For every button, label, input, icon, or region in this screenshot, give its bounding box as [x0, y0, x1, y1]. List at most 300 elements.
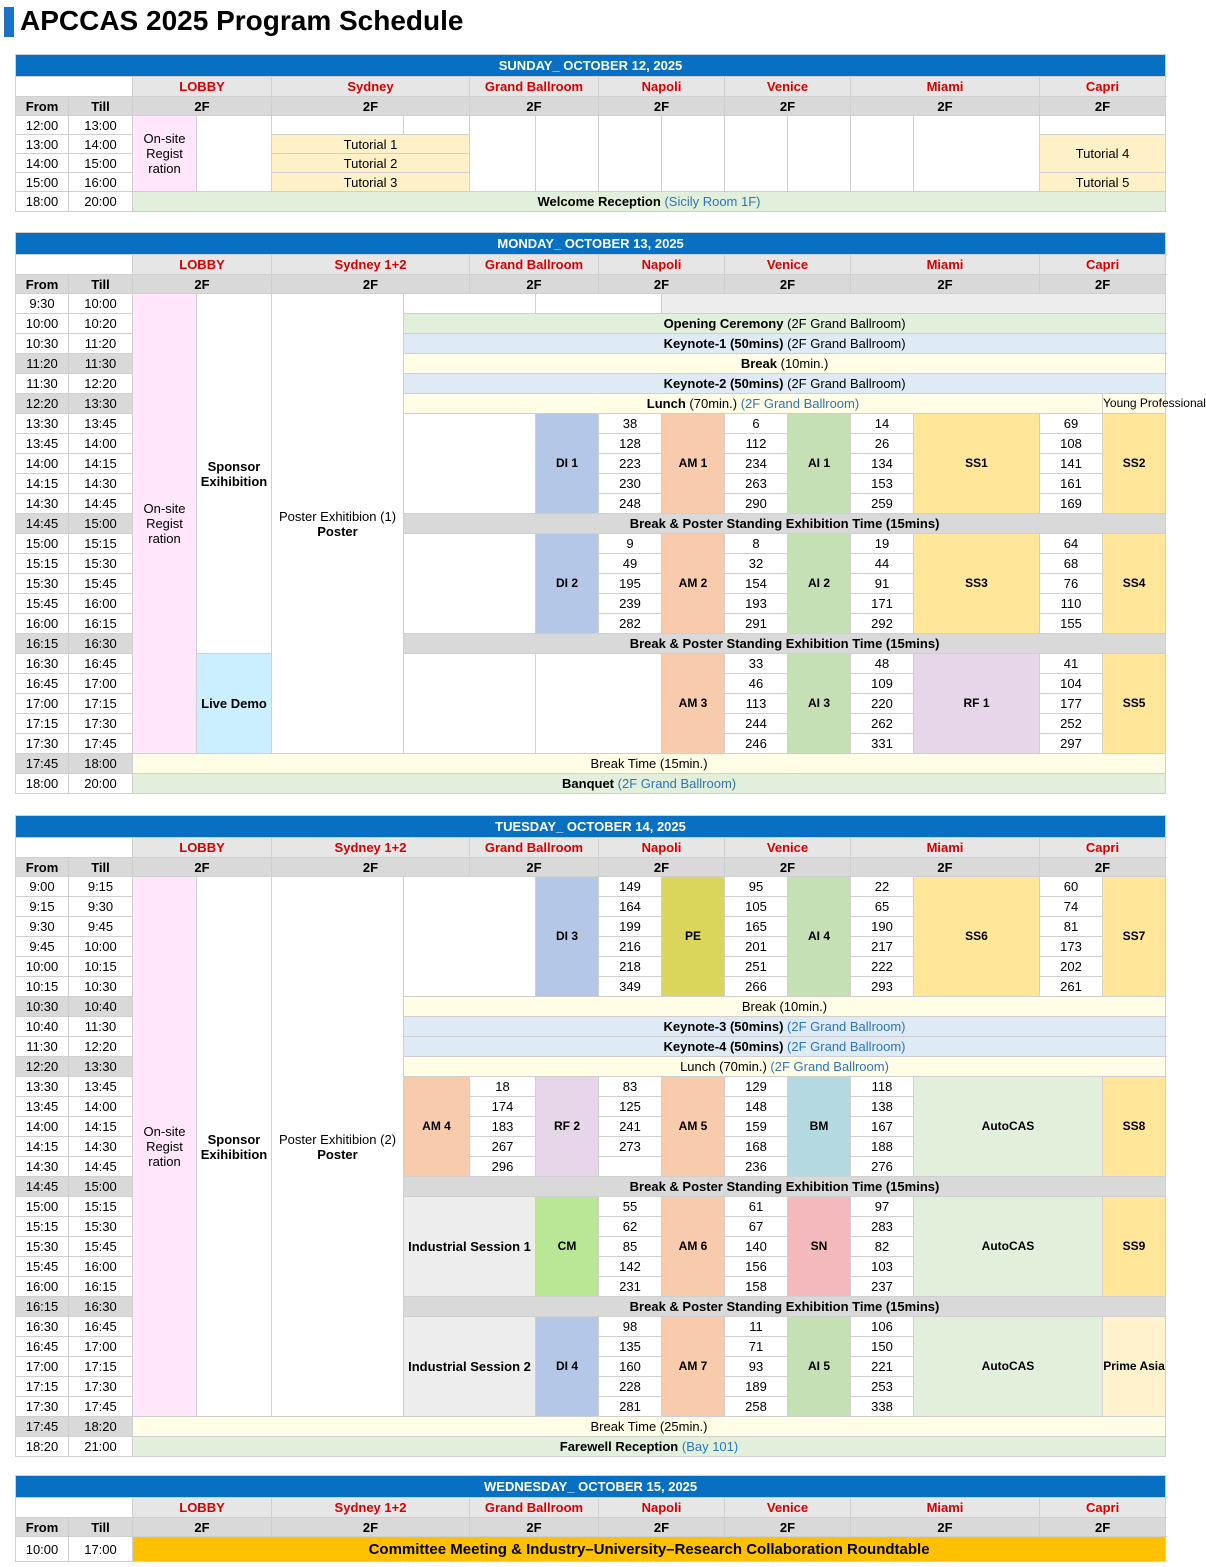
paper-id: 41 — [1040, 654, 1103, 674]
lunch — [404, 1057, 1166, 1077]
poster-exh-label: Poster Exhitibion (1) — [278, 508, 397, 524]
room-capri: Capri — [1040, 838, 1166, 858]
paper-id: 140 — [725, 1237, 788, 1257]
farewell-location: (Bay 101) — [681, 1439, 739, 1454]
paper-id: 202 — [1040, 957, 1103, 977]
break-duration: (10min.) — [780, 356, 829, 371]
paper-id: 6 — [725, 414, 788, 434]
from-time: 12:20 — [16, 394, 69, 414]
schedule-row — [16, 55, 1166, 77]
till-time: 17:15 — [69, 694, 133, 714]
onsite-label: On-site Regist ration — [143, 131, 186, 176]
blank-cell — [470, 116, 536, 192]
onsite-label: On-site Regist ration — [143, 501, 186, 546]
till-time: 15:15 — [69, 534, 133, 554]
paper-id: 46 — [725, 674, 788, 694]
floor-napoli: 2F — [599, 858, 725, 877]
paper-id: 103 — [851, 1257, 914, 1277]
lunch-duration: (70min.) — [689, 396, 738, 411]
session-ss8: SS8 — [1103, 1077, 1166, 1177]
from-time: 16:30 — [16, 1317, 69, 1337]
from-time: 16:00 — [16, 614, 69, 634]
room-miami: Miami — [851, 77, 1040, 97]
blank-cell — [662, 294, 1166, 314]
paper-id: 164 — [599, 897, 662, 917]
floor-sydney: 2F — [272, 1518, 470, 1537]
keynote-1 — [404, 334, 1166, 354]
paper-id: 65 — [851, 897, 914, 917]
paper-id: 222 — [851, 957, 914, 977]
blank-cell — [272, 116, 404, 135]
room-grand-ballroom: Grand Ballroom — [470, 1498, 599, 1518]
paper-id: 160 — [599, 1357, 662, 1377]
room-lobby: LOBBY — [133, 77, 272, 97]
session-pe: PE — [662, 877, 725, 997]
paper-id: 201 — [725, 937, 788, 957]
paper-id: 104 — [1040, 674, 1103, 694]
from-time: 15:15 — [16, 1217, 69, 1237]
paper-id: 128 — [599, 434, 662, 454]
session-di-1: DI 1 — [536, 414, 599, 514]
floor-venice: 2F — [725, 1518, 851, 1537]
paper-id: 9 — [599, 534, 662, 554]
till-time: 17:00 — [69, 674, 133, 694]
sponsor-exhibition — [197, 294, 272, 654]
room-lobby: LOBBY — [133, 255, 272, 275]
paper-id: 26 — [851, 434, 914, 454]
floor-lobby: 2F — [133, 97, 272, 116]
keynote-2 — [404, 374, 1166, 394]
session-cm: CM — [536, 1197, 599, 1297]
paper-id: 74 — [1040, 897, 1103, 917]
paper-id: 273 — [599, 1137, 662, 1157]
paper-id: 236 — [725, 1157, 788, 1177]
paper-id: 193 — [725, 594, 788, 614]
committee-roundtable: Committee Meeting & Industry–University–Research Collaboration Roundtable — [133, 1537, 1166, 1562]
till-time: 15:45 — [69, 574, 133, 594]
till-time: 10:40 — [69, 997, 133, 1017]
paper-id: 32 — [725, 554, 788, 574]
from-time: 17:15 — [16, 1377, 69, 1397]
till-time: 16:00 — [69, 173, 133, 192]
paper-id: 195 — [599, 574, 662, 594]
keynote-4 — [404, 1037, 1166, 1057]
from-time: 16:15 — [16, 634, 69, 654]
corner-blank — [16, 255, 133, 275]
paper-id: 93 — [725, 1357, 788, 1377]
sponsor-label: Sponsor Exihibition — [200, 458, 268, 489]
paper-id: 253 — [851, 1377, 914, 1397]
paper-id: 190 — [851, 917, 914, 937]
paper-id: 169 — [1040, 494, 1103, 514]
paper-id: 155 — [1040, 614, 1103, 634]
till-time: 16:30 — [69, 634, 133, 654]
title-accent-bar — [4, 7, 14, 37]
paper-id: 230 — [599, 474, 662, 494]
session-ai-2: AI 2 — [788, 534, 851, 634]
from-time: 11:30 — [16, 374, 69, 394]
from-time: 17:00 — [16, 1357, 69, 1377]
poster-exh-label: Poster Exhitibion (2) — [278, 1131, 397, 1147]
session-am-2: AM 2 — [662, 534, 725, 634]
till-time: 15:15 — [69, 1197, 133, 1217]
from-header: From — [16, 858, 69, 877]
from-header: From — [16, 97, 69, 116]
paper-id: 142 — [599, 1257, 662, 1277]
floor-napoli: 2F — [599, 275, 725, 294]
poster-exhibition-2 — [272, 877, 404, 1417]
from-time: 16:30 — [16, 654, 69, 674]
lunch-location: (2F Grand Ballroom) — [770, 1059, 889, 1074]
blank-cell — [404, 654, 536, 754]
lunch-label: Lunch (70min.) — [680, 1059, 767, 1074]
from-time: 15:30 — [16, 574, 69, 594]
floor-sydney: 2F — [272, 858, 470, 877]
till-time: 17:00 — [69, 1537, 133, 1562]
floor-miami: 2F — [851, 275, 1040, 294]
paper-id: 129 — [725, 1077, 788, 1097]
floor-capri: 2F — [1040, 1518, 1166, 1537]
till-time: 18:20 — [69, 1417, 133, 1437]
paper-id: 263 — [725, 474, 788, 494]
from-time: 12:20 — [16, 1057, 69, 1077]
from-time: 10:40 — [16, 1017, 69, 1037]
floor-venice: 2F — [725, 275, 851, 294]
floor-sydney: 2F — [272, 97, 470, 116]
opening-location: (2F Grand Ballroom) — [787, 316, 906, 331]
room-lobby: LOBBY — [133, 1498, 272, 1518]
session-sn: SN — [788, 1197, 851, 1297]
from-time: 16:45 — [16, 1337, 69, 1357]
session-di-3: DI 3 — [536, 877, 599, 997]
from-time: 11:30 — [16, 1037, 69, 1057]
till-time: 20:00 — [69, 774, 133, 794]
paper-id: 244 — [725, 714, 788, 734]
session-autocas: AutoCAS — [914, 1197, 1103, 1297]
paper-id: 283 — [851, 1217, 914, 1237]
from-time: 15:00 — [16, 173, 69, 192]
paper-id: 76 — [1040, 574, 1103, 594]
welcome-location: (Sicily Room 1F) — [664, 194, 761, 209]
paper-id: 38 — [599, 414, 662, 434]
from-time: 9:15 — [16, 897, 69, 917]
paper-id: 8 — [725, 534, 788, 554]
onsite-registration — [133, 877, 197, 1417]
till-header: Till — [69, 1518, 133, 1537]
session-am-1: AM 1 — [662, 414, 725, 514]
session-ss3: SS3 — [914, 534, 1040, 634]
paper-id: 228 — [599, 1377, 662, 1397]
opening-label: Opening Ceremony — [663, 316, 784, 331]
session-ss9: SS9 — [1103, 1197, 1166, 1297]
schedule-row — [16, 294, 1166, 314]
paper-id: 161 — [1040, 474, 1103, 494]
from-time: 17:30 — [16, 1397, 69, 1417]
from-time: 15:00 — [16, 1197, 69, 1217]
paper-id: 158 — [725, 1277, 788, 1297]
paper-id: 174 — [470, 1097, 536, 1117]
session-ai-3: AI 3 — [788, 654, 851, 754]
paper-id: 11 — [725, 1317, 788, 1337]
day-header: MONDAY_ OCTOBER 13, 2025 — [16, 233, 1166, 255]
schedule-row — [16, 97, 1166, 116]
paper-id: 338 — [851, 1397, 914, 1417]
till-time: 12:20 — [69, 1037, 133, 1057]
schedule-row — [16, 754, 1166, 774]
session-rf-1: RF 1 — [914, 654, 1040, 754]
session-ss4: SS4 — [1103, 534, 1166, 634]
paper-id: 267 — [470, 1137, 536, 1157]
floor-sydney: 2F — [272, 275, 470, 294]
keynote3-label: Keynote-3 (50mins) — [663, 1019, 784, 1034]
blank-cell — [536, 294, 662, 314]
till-time: 17:15 — [69, 1357, 133, 1377]
session-autocas: AutoCAS — [914, 1077, 1103, 1177]
schedule-row — [16, 838, 1166, 858]
from-time: 14:30 — [16, 494, 69, 514]
paper-id: 154 — [725, 574, 788, 594]
opening-ceremony — [404, 314, 1166, 334]
floor-grand: 2F — [470, 858, 599, 877]
from-time: 15:45 — [16, 1257, 69, 1277]
blank-cell — [404, 877, 536, 997]
onsite-registration — [133, 294, 197, 754]
welcome-label: Welcome Reception — [537, 194, 661, 209]
till-time: 9:30 — [69, 897, 133, 917]
room-grand-ballroom: Grand Ballroom — [470, 838, 599, 858]
corner-blank — [16, 838, 133, 858]
floor-venice: 2F — [725, 97, 851, 116]
till-time: 14:15 — [69, 1117, 133, 1137]
paper-id: 61 — [725, 1197, 788, 1217]
page-header — [0, 4, 1165, 38]
from-time: 10:30 — [16, 334, 69, 354]
blank-cell — [404, 116, 470, 135]
room-venice: Venice — [725, 1498, 851, 1518]
blank-cell — [662, 116, 725, 192]
paper-id: 234 — [725, 454, 788, 474]
paper-id: 62 — [599, 1217, 662, 1237]
till-time: 20:00 — [69, 192, 133, 212]
room-napoli: Napoli — [599, 838, 725, 858]
from-time: 13:45 — [16, 434, 69, 454]
till-time: 14:00 — [69, 434, 133, 454]
blank-cell — [536, 654, 662, 754]
till-time: 9:15 — [69, 877, 133, 897]
till-time: 15:45 — [69, 1237, 133, 1257]
paper-id: 241 — [599, 1117, 662, 1137]
till-time: 15:00 — [69, 154, 133, 173]
paper-id: 291 — [725, 614, 788, 634]
paper-id: 281 — [599, 1397, 662, 1417]
till-time: 14:00 — [69, 1097, 133, 1117]
page-title: APCCAS 2025 Program Schedule — [20, 5, 464, 36]
from-time: 9:30 — [16, 917, 69, 937]
from-time: 16:00 — [16, 1277, 69, 1297]
paper-id: 183 — [470, 1117, 536, 1137]
paper-id: 156 — [725, 1257, 788, 1277]
from-time: 9:30 — [16, 294, 69, 314]
paper-id: 141 — [1040, 454, 1103, 474]
till-time: 10:00 — [69, 937, 133, 957]
room-venice: Venice — [725, 838, 851, 858]
till-time: 15:30 — [69, 554, 133, 574]
keynote1-location: (2F Grand Ballroom) — [787, 336, 906, 351]
till-time: 10:00 — [69, 294, 133, 314]
till-time: 13:30 — [69, 1057, 133, 1077]
industrial-session-2 — [404, 1317, 536, 1417]
session-ss1: SS1 — [914, 414, 1040, 514]
poster-label: Poster — [317, 523, 358, 539]
live-demo-label: Live Demo — [201, 696, 267, 711]
schedule-row — [16, 816, 1166, 838]
paper-id: 55 — [599, 1197, 662, 1217]
paper-id: 173 — [1040, 937, 1103, 957]
young-professional-label: Young Professional — [1103, 394, 1166, 414]
blank-cell — [725, 116, 788, 192]
prime-label: Prime Asia — [1103, 1359, 1165, 1373]
banquet — [133, 774, 1166, 794]
break-time-25min: Break Time (25min.) — [133, 1417, 1166, 1437]
session-am-5: AM 5 — [662, 1077, 725, 1177]
floor-miami: 2F — [851, 97, 1040, 116]
paper-id: 165 — [725, 917, 788, 937]
paper-id: 44 — [851, 554, 914, 574]
poster-label: Poster — [317, 1146, 358, 1162]
blank-cell — [851, 116, 914, 192]
farewell-label: Farewell Reception — [559, 1439, 679, 1454]
till-time: 17:45 — [69, 734, 133, 754]
paper-id: 259 — [851, 494, 914, 514]
room-capri: Capri — [1040, 77, 1166, 97]
paper-id: 218 — [599, 957, 662, 977]
from-time: 10:00 — [16, 957, 69, 977]
session-ss2: SS2 — [1103, 414, 1166, 514]
tutorial-4: Tutorial 4 — [1040, 135, 1166, 173]
keynote4-label: Keynote-4 (50mins) — [663, 1039, 784, 1054]
from-time: 12:00 — [16, 116, 69, 135]
from-time: 14:30 — [16, 1157, 69, 1177]
from-time: 18:20 — [16, 1437, 69, 1457]
paper-id: 22 — [851, 877, 914, 897]
floor-grand: 2F — [470, 97, 599, 116]
room-napoli: Napoli — [599, 255, 725, 275]
paper-id: 83 — [599, 1077, 662, 1097]
break-time-15min: Break Time (15min.) — [133, 754, 1166, 774]
blank-cell — [404, 414, 536, 514]
from-time: 15:15 — [16, 554, 69, 574]
banquet-label: Banquet — [562, 776, 615, 791]
room-venice: Venice — [725, 77, 851, 97]
schedule-row — [16, 1437, 1166, 1457]
schedule-row — [16, 877, 1166, 897]
till-time: 16:30 — [69, 1297, 133, 1317]
floor-miami: 2F — [851, 1518, 1040, 1537]
till-time: 12:20 — [69, 374, 133, 394]
paper-id: 49 — [599, 554, 662, 574]
sponsor-exhibition — [197, 877, 272, 1417]
from-time: 13:45 — [16, 1097, 69, 1117]
room-venice: Venice — [725, 255, 851, 275]
room-sydney: Sydney 1+2 — [272, 838, 470, 858]
till-time: 16:15 — [69, 614, 133, 634]
break-label: Break — [740, 356, 777, 371]
session-ai-4: AI 4 — [788, 877, 851, 997]
tutorial-1: Tutorial 1 — [272, 135, 470, 154]
paper-id: 14 — [851, 414, 914, 434]
paper-id: 168 — [725, 1137, 788, 1157]
till-time: 15:30 — [69, 1217, 133, 1237]
till-time: 17:30 — [69, 714, 133, 734]
tutorial-5: Tutorial 5 — [1040, 173, 1166, 192]
schedule-row — [16, 233, 1166, 255]
till-time: 18:00 — [69, 754, 133, 774]
from-header: From — [16, 1518, 69, 1537]
room-miami: Miami — [851, 838, 1040, 858]
session-rf-2: RF 2 — [536, 1077, 599, 1177]
floor-capri: 2F — [1040, 275, 1166, 294]
from-time: 15:45 — [16, 594, 69, 614]
onsite-label: On-site Regist ration — [143, 1124, 186, 1169]
industrial-label: Industrial Session 2 — [408, 1359, 531, 1374]
room-capri: Capri — [1040, 255, 1166, 275]
break-poster-standing: Break & Poster Standing Exhibition Time (15mins) — [404, 514, 1166, 534]
paper-id: 18 — [470, 1077, 536, 1097]
paper-id: 134 — [851, 454, 914, 474]
session-autocas: AutoCAS — [914, 1317, 1103, 1417]
till-time: 11:30 — [69, 1017, 133, 1037]
paper-id: 349 — [599, 977, 662, 997]
paper-id: 33 — [725, 654, 788, 674]
room-sydney: Sydney 1+2 — [272, 1498, 470, 1518]
from-time: 15:30 — [16, 1237, 69, 1257]
session-ss6: SS6 — [914, 877, 1040, 997]
paper-id: 189 — [725, 1377, 788, 1397]
session-prime-asia — [1103, 1317, 1166, 1417]
paper-id: 109 — [851, 674, 914, 694]
from-time: 14:15 — [16, 1137, 69, 1157]
break-10min: Break (10min.) — [404, 997, 1166, 1017]
till-time: 14:00 — [69, 135, 133, 154]
from-time: 17:15 — [16, 714, 69, 734]
from-time: 18:00 — [16, 192, 69, 212]
from-time: 9:00 — [16, 877, 69, 897]
blank-cell — [599, 116, 662, 192]
blank-cell — [914, 116, 1040, 192]
till-time: 16:15 — [69, 1277, 133, 1297]
till-time: 13:45 — [69, 1077, 133, 1097]
farewell-reception — [133, 1437, 1166, 1457]
till-header: Till — [69, 97, 133, 116]
paper-id: 331 — [851, 734, 914, 754]
room-miami: Miami — [851, 255, 1040, 275]
floor-lobby: 2F — [133, 858, 272, 877]
floor-capri: 2F — [1040, 97, 1166, 116]
till-time: 15:00 — [69, 1177, 133, 1197]
schedule-row — [16, 255, 1166, 275]
room-grand-ballroom: Grand Ballroom — [470, 77, 599, 97]
paper-id: 248 — [599, 494, 662, 514]
paper-id: 82 — [851, 1237, 914, 1257]
paper-id: 68 — [1040, 554, 1103, 574]
from-time: 13:30 — [16, 414, 69, 434]
room-grand-ballroom: Grand Ballroom — [470, 255, 599, 275]
blank-cell — [1040, 116, 1166, 135]
schedule-row — [16, 858, 1166, 877]
till-time: 16:45 — [69, 1317, 133, 1337]
room-miami: Miami — [851, 1498, 1040, 1518]
till-time: 13:45 — [69, 414, 133, 434]
